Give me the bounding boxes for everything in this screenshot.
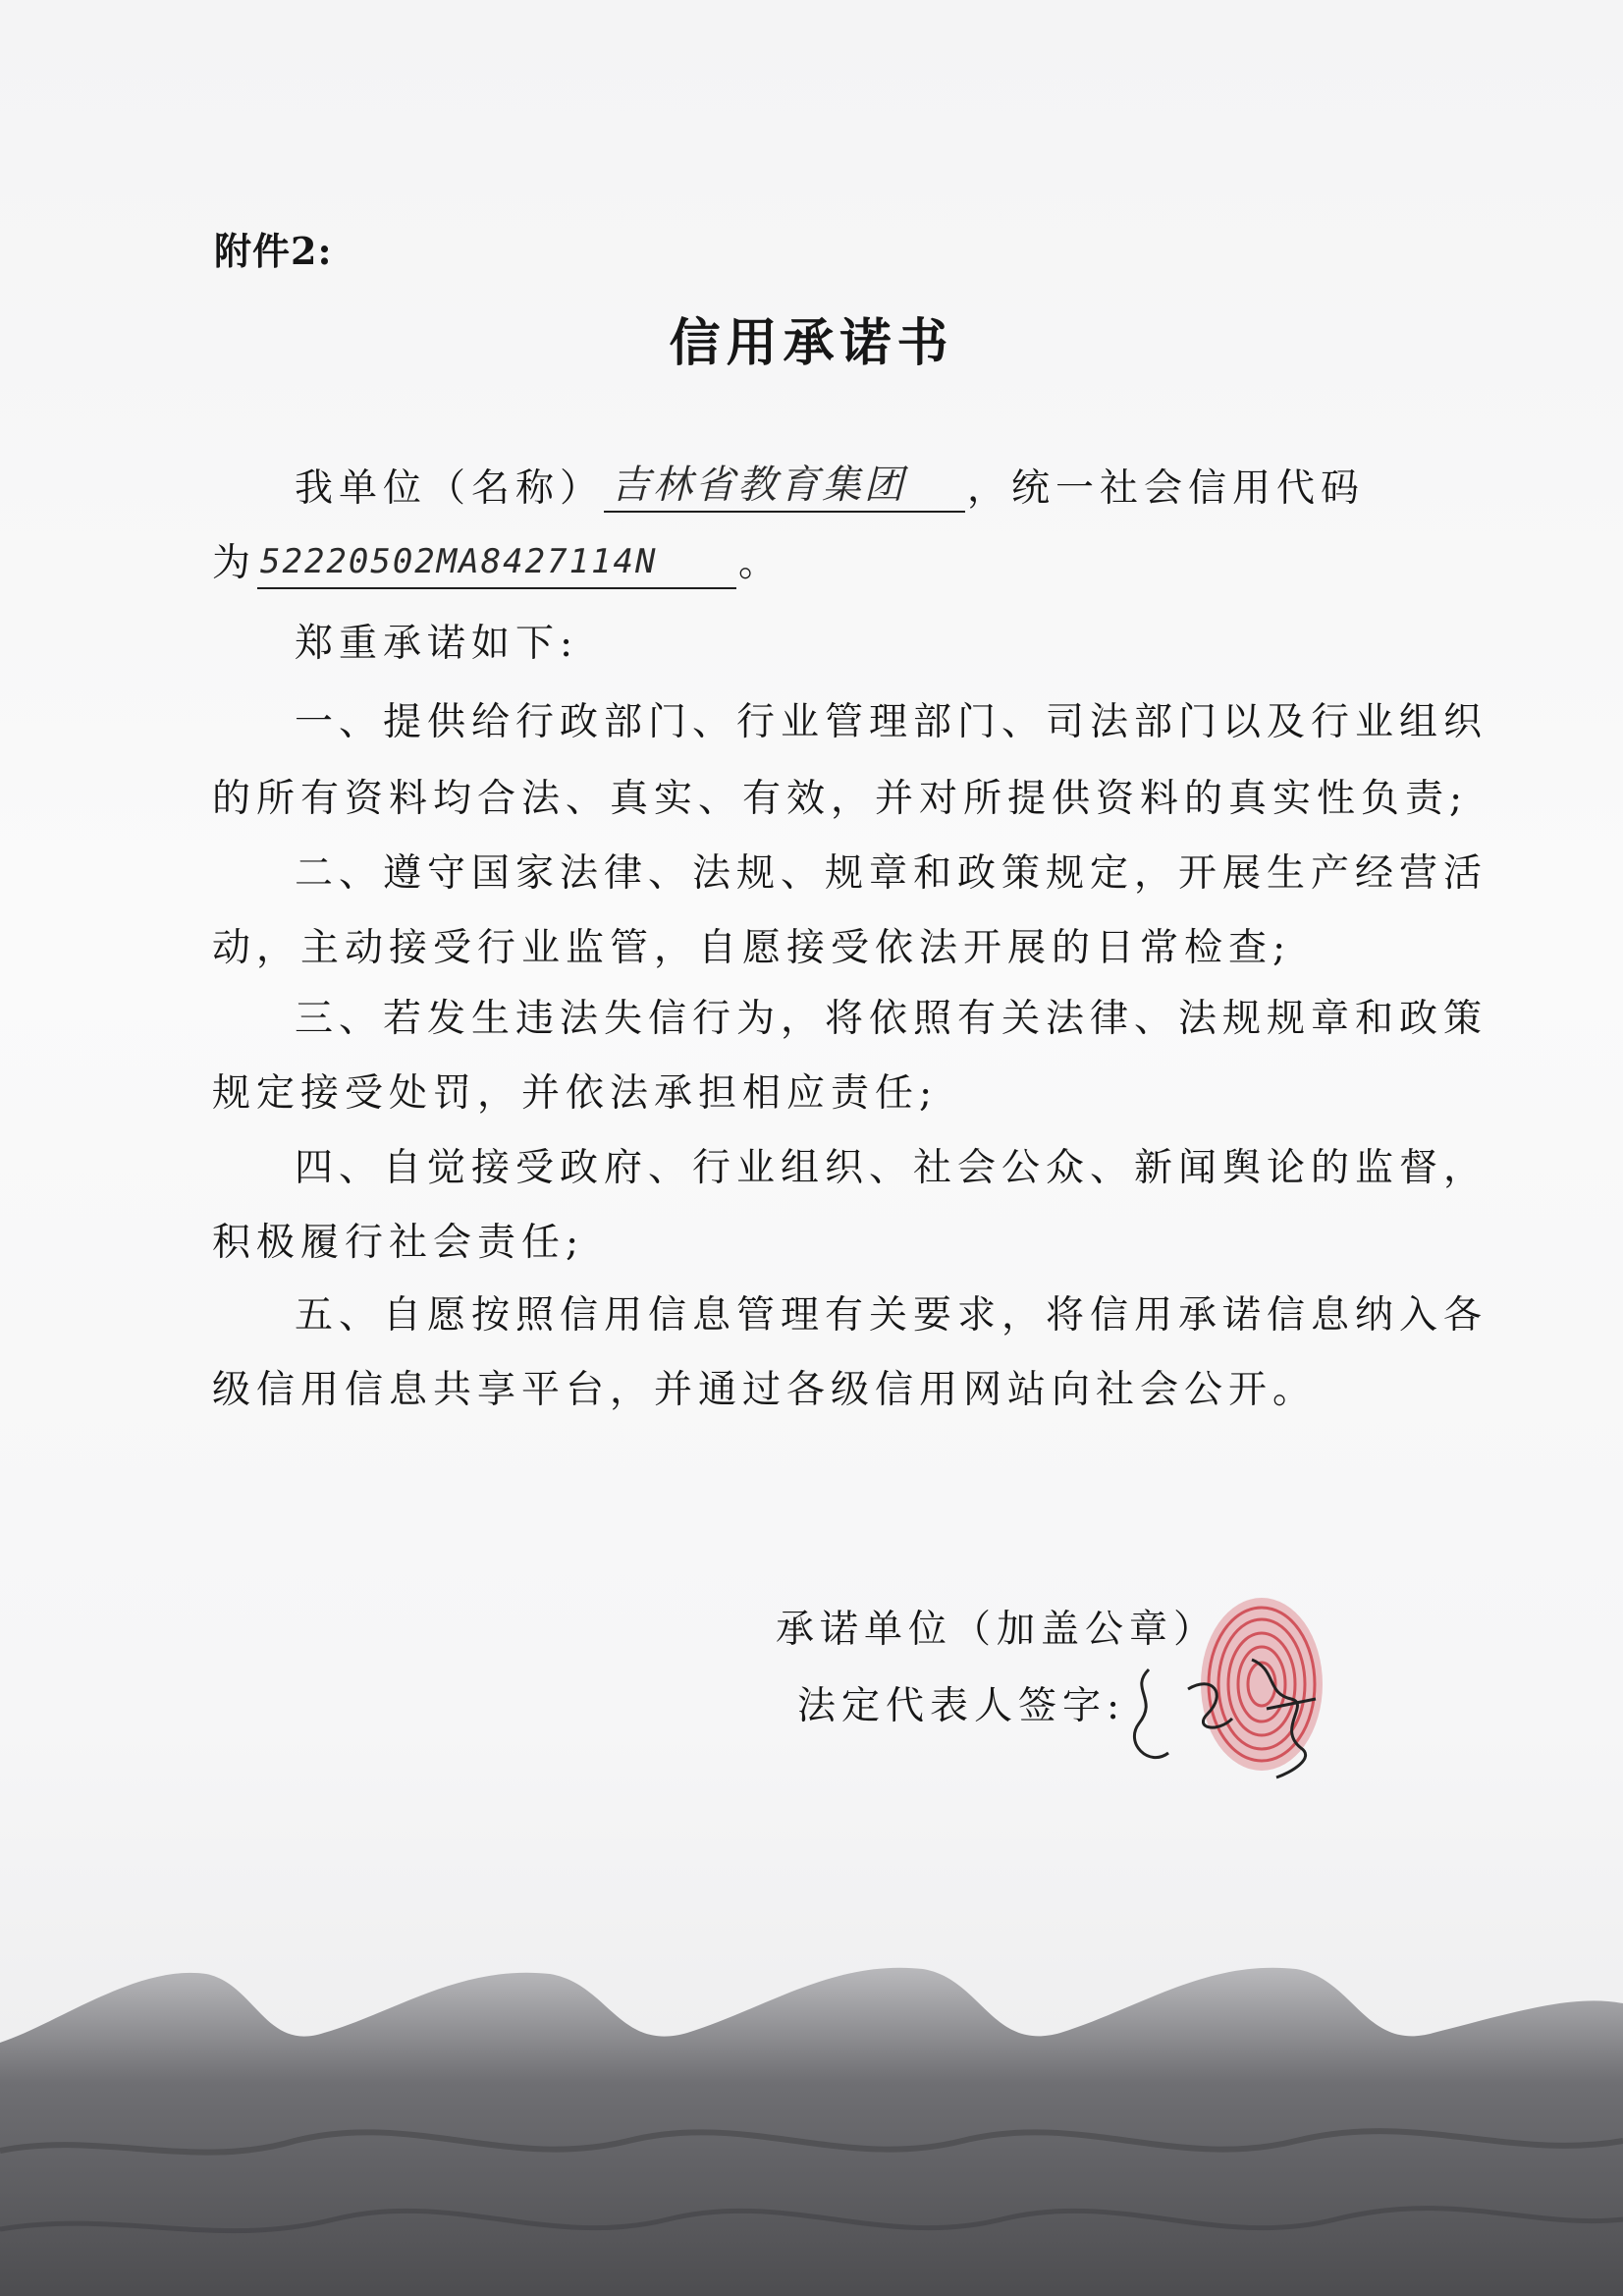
commitment-line: 级信用信息共享平台，并通过各级信用网站向社会公开。: [212, 1368, 1318, 1412]
commitment-line: 三、若发生违法失信行为，将依照有关法律、法规规章和政策: [295, 997, 1488, 1041]
document-title: 信用承诺书: [669, 313, 954, 373]
commitment-line: 的所有资料均合法、真实、有效，并对所提供资料的真实性负责;: [212, 777, 1469, 821]
credit-code-underline: [257, 587, 736, 589]
commitment-line: 规定接受处罚，并依法承担相应责任;: [212, 1071, 939, 1116]
commitment-line: 动，主动接受行业监管，自愿接受依法开展的日常检查;: [212, 926, 1292, 970]
commitment-lead: 郑重承诺如下:: [295, 622, 579, 666]
company-name-underline: [604, 511, 965, 513]
decorative-wave-band: [0, 1905, 1623, 2296]
commitment-line: 积极履行社会责任;: [212, 1221, 585, 1265]
commitment-line: 五、自愿按照信用信息管理有关要求，将信用承诺信息纳入各: [295, 1293, 1488, 1338]
legal-rep-signature-icon: [1119, 1640, 1335, 1787]
credit-code-handwritten: 52220502MA8427114N: [260, 542, 658, 581]
company-name-handwritten: 吉林省教育集团: [611, 463, 906, 508]
intro-prefix: 我单位（名称）: [295, 466, 605, 511]
commitment-line: 一、提供给行政部门、行业管理部门、司法部门以及行业组织: [295, 700, 1488, 744]
commitment-line: 四、自觉接受政府、行业组织、社会公众、新闻舆论的监督，: [295, 1146, 1488, 1190]
code-suffix: 。: [738, 541, 784, 585]
commitment-line: 二、遵守国家法律、法规、规章和政策规定，开展生产经营活: [295, 851, 1488, 896]
code-prefix: 为: [212, 541, 257, 585]
pledging-unit-label: 承诺单位（加盖公章）: [776, 1608, 1218, 1652]
intro-after-name: ，统一社会信用代码: [967, 466, 1366, 511]
legal-rep-label: 法定代表人签字:: [797, 1684, 1126, 1728]
attachment-label: 附件2:: [214, 229, 333, 273]
